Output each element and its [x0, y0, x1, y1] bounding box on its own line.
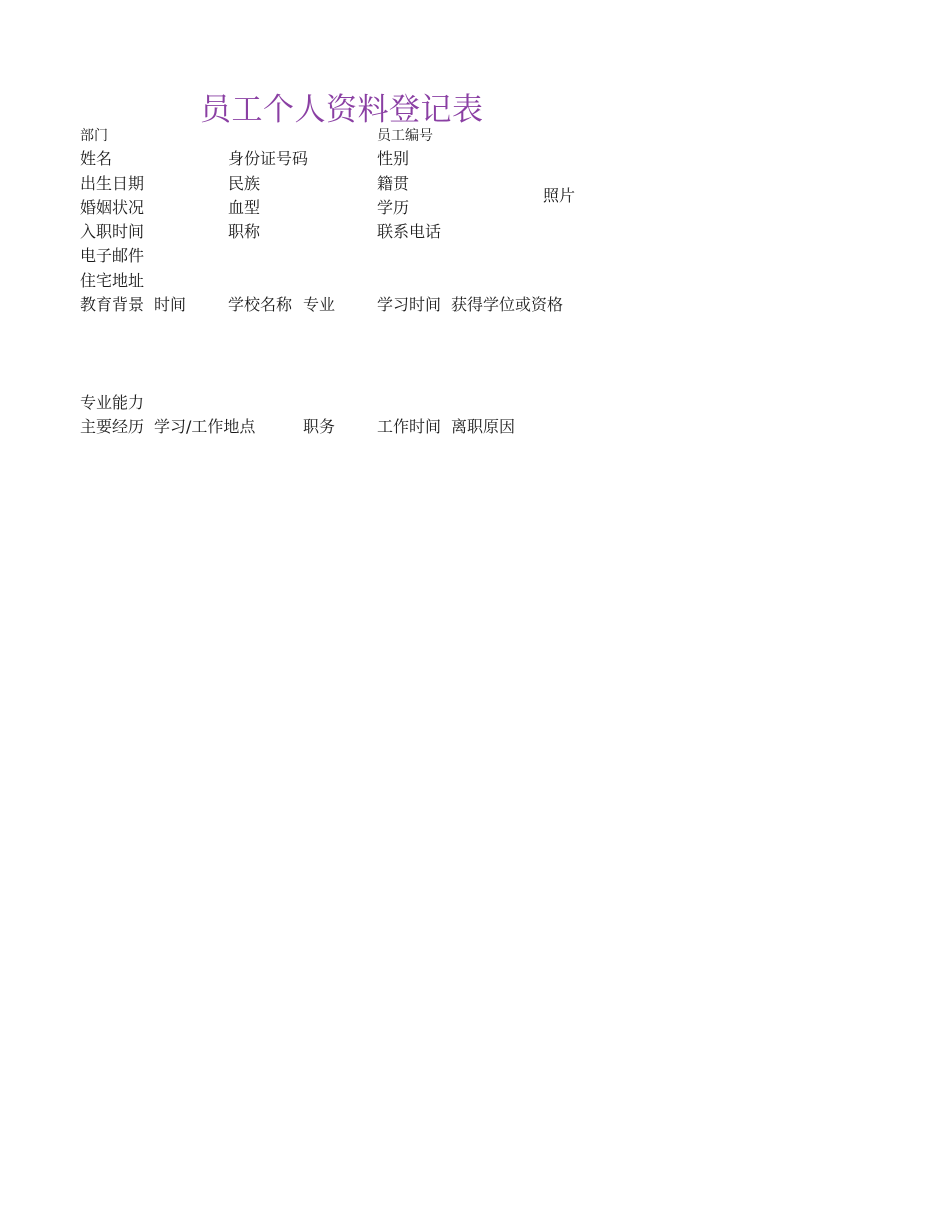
work-time-header: 工作时间 — [377, 417, 442, 436]
employee-id-label: 员工编号 — [377, 128, 433, 144]
education-level-label: 学历 — [377, 198, 410, 217]
form-title: 员工个人资料登记表 — [200, 92, 484, 128]
experience-label: 主要经历 — [80, 417, 145, 436]
school-name-header: 学校名称 — [228, 295, 293, 314]
major-header: 专业 — [303, 295, 336, 314]
photo-label: 照片 — [543, 186, 576, 205]
job-title-label: 职称 — [228, 222, 261, 241]
position-header: 职务 — [303, 417, 336, 436]
native-place-label: 籍贯 — [377, 174, 410, 193]
study-time-header: 学习时间 — [377, 295, 442, 314]
marital-status-label: 婚姻状况 — [80, 198, 145, 217]
birth-date-label: 出生日期 — [80, 174, 145, 193]
address-label: 住宅地址 — [80, 271, 145, 290]
education-time-header: 时间 — [154, 295, 187, 314]
ethnicity-label: 民族 — [228, 174, 261, 193]
hire-date-label: 入职时间 — [80, 222, 145, 241]
blood-type-label: 血型 — [228, 198, 261, 217]
name-label: 姓名 — [80, 149, 113, 168]
leave-reason-header: 离职原因 — [451, 417, 516, 436]
gender-label: 性别 — [377, 149, 410, 168]
id-number-label: 身份证号码 — [228, 149, 309, 168]
degree-header: 获得学位或资格 — [451, 295, 564, 314]
phone-label: 联系电话 — [377, 222, 442, 241]
education-background-label: 教育背景 — [80, 295, 145, 314]
place-header: 学习/工作地点 — [154, 417, 256, 436]
skills-label: 专业能力 — [80, 393, 145, 412]
department-label: 部门 — [80, 128, 108, 144]
email-label: 电子邮件 — [80, 246, 145, 265]
